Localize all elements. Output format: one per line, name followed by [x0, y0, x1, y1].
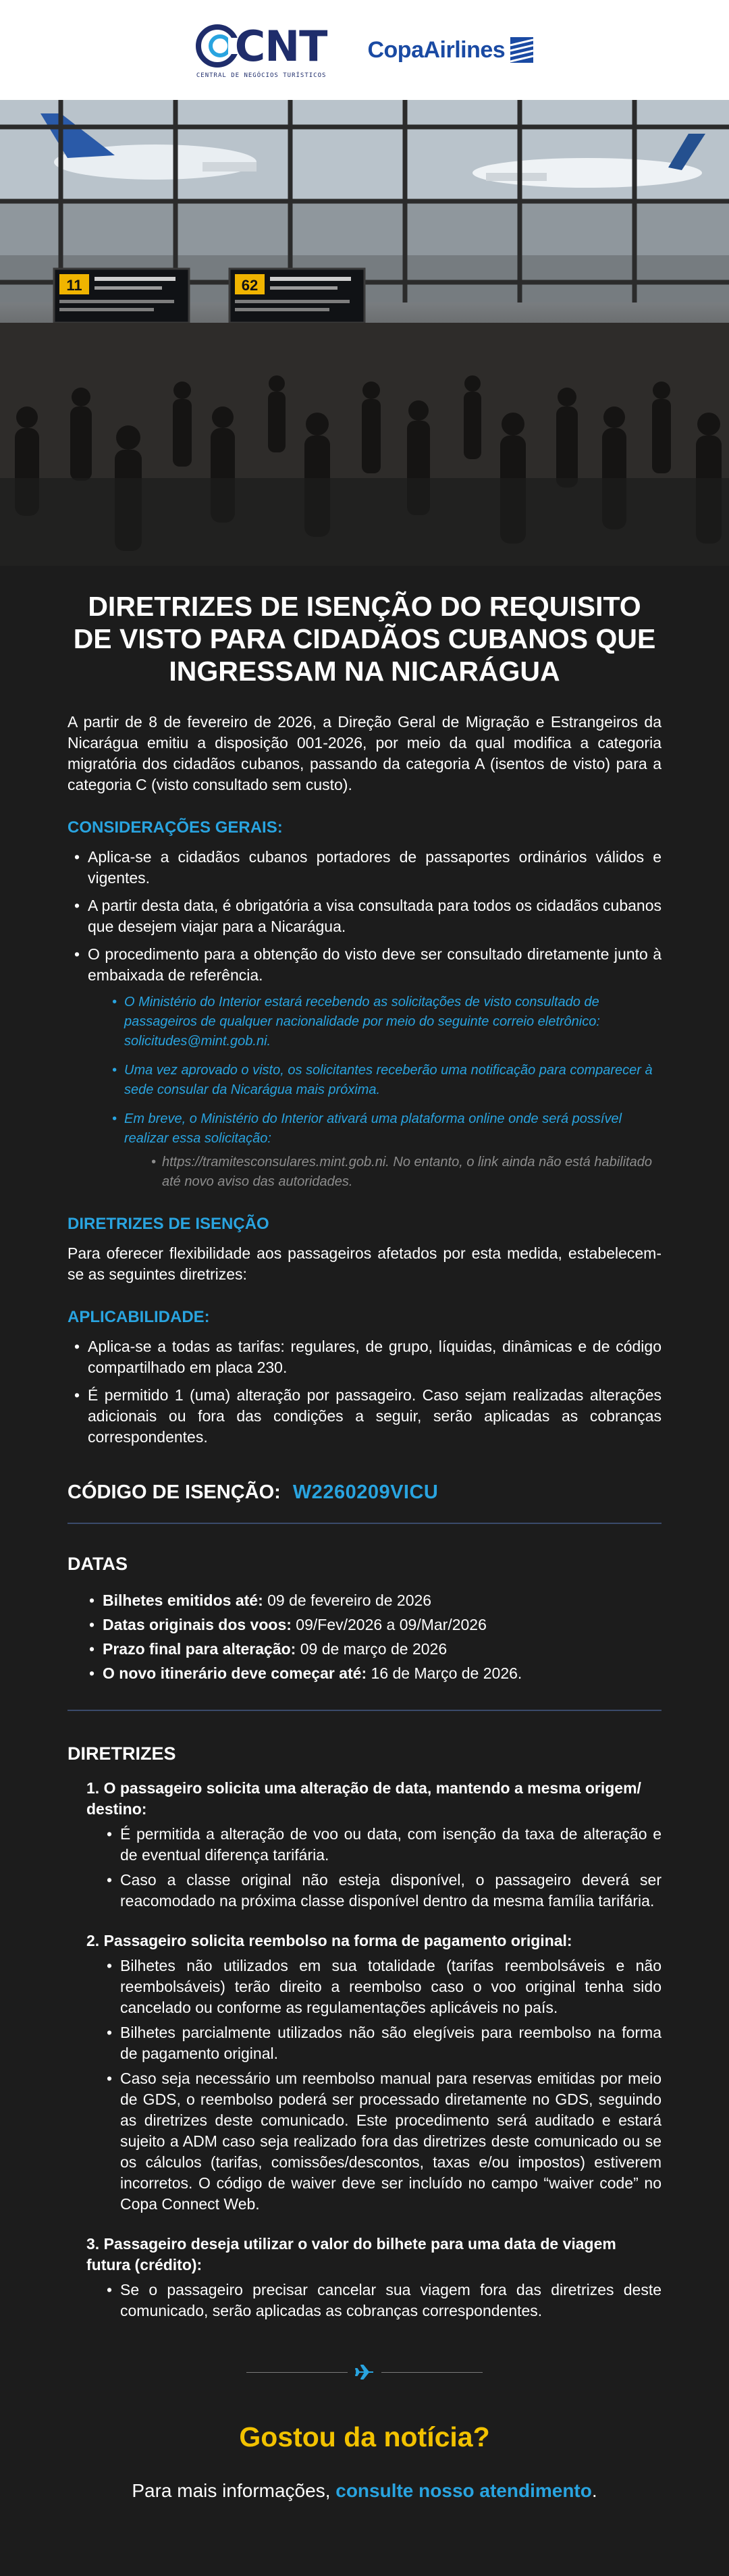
guideline-item: [86, 2234, 662, 2321]
sub-list-item: [108, 1109, 662, 1192]
date-label: Prazo final para alteração:: [103, 1640, 296, 1658]
cnt-logo-subtitle: CENTRAL DE NEGÓCIOS TURÍSTICOS: [196, 72, 327, 79]
guidelines-heading: DIRETRIZES: [68, 1743, 176, 1764]
dates-heading: DATAS: [68, 1554, 128, 1574]
date-item: [86, 1637, 662, 1661]
copa-emblem-icon: [510, 37, 533, 63]
dates-list: [86, 1588, 662, 1685]
exemption-code-label: CÓDIGO DE ISENÇÃO:: [68, 1481, 281, 1503]
main-content: [0, 566, 729, 2502]
list-item: • É permitido 1 (uma) alteração por passageiro. Caso sejam realizadas alterações adicionais ou fora das condições a seguir, serão aplicadas as cobranças correspondentes.: [68, 1385, 662, 1448]
guidelines-list: [86, 1778, 662, 2321]
list-item: • Bilhetes não utilizados em sua totalidade (tarifas reembolsáveis e não reembolsáveis) terão direito a reembolso caso o voo original tenha sido cancelado ou conforme as regulamentações aplicáveis no país.: [100, 1955, 662, 2018]
considerations-sublist: [108, 993, 662, 1192]
support-link[interactable]: consulte nosso atendimento: [335, 2480, 592, 2501]
footer-title: Gostou da notícia?: [239, 2421, 490, 2452]
exemption-heading: DIRETRIZES DE ISENÇÃO: [68, 1215, 269, 1233]
guideline-item: [86, 1930, 662, 2215]
footer-line: [381, 2372, 483, 2373]
sub-list-item-text: Em breve, o Ministério do Interior ativará uma plataforma online onde será possível realizar essa solicitação:: [124, 1111, 622, 1146]
date-label: Datas originais dos voos:: [103, 1616, 292, 1633]
date-value: 09/Fev/2026 a 09/Mar/2026: [291, 1616, 487, 1633]
exemption-code-value: W2260209VICU: [292, 1481, 439, 1503]
portal-link-note[interactable]: • https://tramitesconsulares.mint.gob.ni. No entanto, o link ainda não está habilitado até novo aviso das autoridades.: [148, 1153, 662, 1192]
footer-text: [68, 2480, 662, 2502]
sub-list-item: • Uma vez aprovado o visto, os solicitantes receberão uma notificação para comparecer à sede consular da Nicarágua mais próxima.: [108, 1061, 662, 1100]
gate-number-left: 11: [66, 277, 82, 294]
airport-terminal-illustration: [0, 100, 729, 566]
guideline-item: [86, 1778, 662, 1912]
copa-airlines-logo[interactable]: [367, 37, 533, 63]
airplane-icon: [354, 2362, 375, 2382]
gate-number-right: 62: [241, 277, 259, 294]
list-item: • Se o passageiro precisar cancelar sua viagem fora das diretrizes deste comunicado, serão aplicadas as cobranças correspondentes.: [100, 2280, 662, 2321]
date-value: 16 de Março de 2026.: [367, 1664, 522, 1682]
guideline-bullets: [100, 1824, 662, 1912]
copa-logo-text: CopaAirlines: [367, 36, 506, 63]
section-divider: [68, 1710, 662, 1711]
date-label: O novo itinerário deve começar até:: [103, 1664, 367, 1682]
footer-text-prefix: Para mais informações,: [132, 2480, 336, 2501]
page-header: [0, 0, 729, 100]
date-label: Bilhetes emitidos até:: [103, 1592, 263, 1609]
applicability-list: [68, 1336, 662, 1448]
guideline-bullets: [100, 2280, 662, 2321]
list-item: • Aplica-se a cidadãos cubanos portadores de passaportes ordinários válidos e vigentes.: [68, 847, 662, 889]
list-item: • Caso a classe original não esteja disponível, o passageiro deverá ser reacomodado na próxima classe disponível dentro da mesma família tarifária.: [100, 1870, 662, 1912]
guideline-title: 1. O passageiro solicita uma alteração de data, mantendo a mesma origem/ destino:: [86, 1779, 641, 1818]
list-item: • Bilhetes parcialmente utilizados não são elegíveis para reembolso na forma de pagamento original.: [100, 2022, 662, 2064]
exemption-text: Para oferecer flexibilidade aos passageiros afetados por esta medida, estabelecem-se as seguintes diretrizes:: [68, 1244, 662, 1283]
cnt-circle-icon: [196, 24, 239, 68]
date-item: [86, 1588, 662, 1612]
date-value: 09 de março de 2026: [296, 1640, 448, 1658]
applicability-heading: APLICABILIDADE:: [68, 1308, 210, 1326]
list-item: • Aplica-se a todas as tarifas: regulares, de grupo, líquidas, dinâmicas e de código compartilhado em placa 230.: [68, 1336, 662, 1378]
considerations-list: [68, 847, 662, 1192]
intro-paragraph: A partir de 8 de fevereiro de 2026, a Direção Geral de Migração e Estrangeiros da Nicarágua emitiu a disposição 001-2026, por meio da qual modifica a categoria migratória dos cidadãos cubanos, passando da categoria A (isentos de visto) para a categoria C (visto consultado sem custo).: [68, 713, 662, 793]
hero-airport-image: [0, 100, 729, 566]
page-title: DIRETRIZES DE ISENÇÃO DO REQUISITO DE VISTO PARA CIDADÃOS CUBANOS QUE INGRESSAM NA NICARÁGUA: [73, 591, 656, 687]
cnt-logo-text: CNT: [234, 21, 327, 71]
footer-text-suffix: .: [591, 2480, 597, 2501]
cnt-logo[interactable]: [196, 22, 327, 79]
list-item: • É permitida a alteração de voo ou data, com isenção da taxa de alteração e de eventual diferença tarifária.: [100, 1824, 662, 1866]
sub-list-item: • O Ministério do Interior estará recebendo as solicitações de visto consultado de passageiros de qualquer nacionalidade por meio do seguinte correio eletrônico: solicitudes@mint.gob.ni.: [108, 993, 662, 1051]
footer-line: [246, 2372, 348, 2373]
date-item: [86, 1661, 662, 1685]
list-item-text: O procedimento para a obtenção do visto deve ser consultado diretamente junto à embaixada de referência.: [88, 945, 662, 984]
list-item: • A partir desta data, é obrigatória a visa consultada para todos os cidadãos cubanos que desejem viajar para a Nicarágua.: [68, 895, 662, 937]
guideline-bullets: [100, 1955, 662, 2215]
footer-decoration: [68, 2362, 662, 2382]
list-item: • Caso seja necessário um reembolso manual para reservas emitidas por meio de GDS, o reembolso poderá ser processado diretamente no GDS, seguindo as diretrizes deste comunicado. Este procedimento será auditado e estará sujeito a ADM caso seja realizado fora das diretrizes deste comunicado ou se os cálculos (tarifas, comissões/descontos, taxas e/ou impostos) estiverem incorretos. O código de waiver deve ser incluído no campo “waiver code” no Copa Connect Web.: [100, 2068, 662, 2215]
guideline-title: 2. Passageiro solicita reembolso na forma de pagamento original:: [86, 1932, 572, 1949]
date-value: 09 de fevereiro de 2026: [263, 1592, 432, 1609]
list-item: [68, 944, 662, 1192]
date-item: [86, 1612, 662, 1637]
considerations-subsublist: [148, 1153, 662, 1192]
considerations-heading: CONSIDERAÇÕES GERAIS:: [68, 818, 283, 837]
exemption-code-row: [68, 1481, 662, 1524]
guideline-title: 3. Passageiro deseja utilizar o valor do bilhete para uma data de viagem futura (crédito):: [86, 2235, 616, 2273]
